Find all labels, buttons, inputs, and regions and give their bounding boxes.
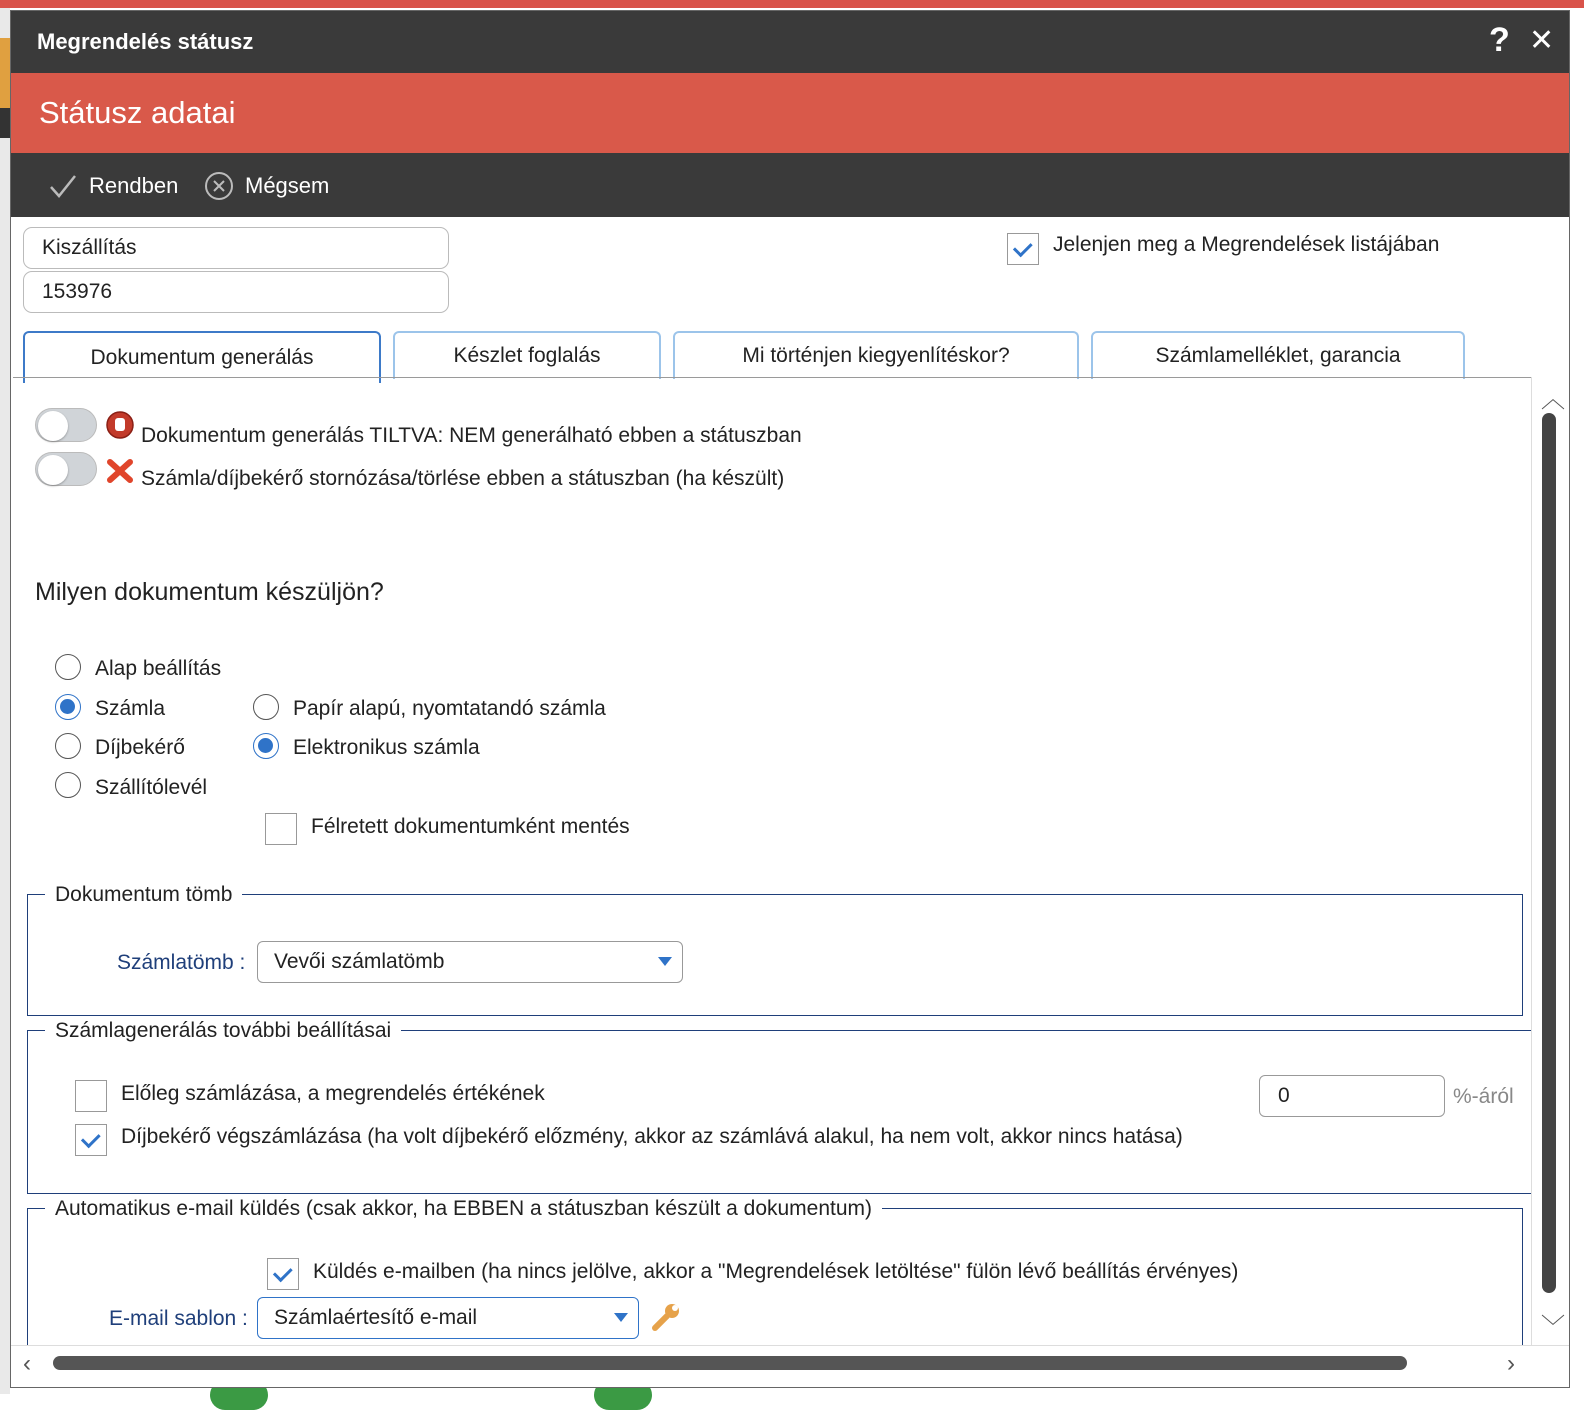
radio-e-invoice-label: Elektronikus számla	[293, 736, 480, 759]
tab-invoice-attachment[interactable]: Számlamelléklet, garancia	[1091, 331, 1465, 379]
show-in-list-label: Jelenjen meg a Megrendelések listájában	[1053, 233, 1440, 256]
send-email-checkbox[interactable]	[267, 1258, 299, 1290]
storno-label: Számla/díjbekérő stornózása/törlése ebben a státuszban (ha készült)	[141, 467, 785, 490]
stop-hand-icon	[105, 410, 135, 440]
cancel-button[interactable]	[203, 169, 329, 203]
radio-delivery-note[interactable]	[55, 772, 81, 798]
checkmark-icon	[47, 170, 79, 202]
cancel-button-label: Mégsem	[245, 173, 330, 198]
ok-button-label: Rendben	[89, 173, 179, 198]
advance-invoice-checkbox[interactable]	[75, 1080, 107, 1112]
send-email-label: Küldés e-mailben (ha nincs jelölve, akkor a "Megrendelések letöltése" fülön lévő beállítás érvényes)	[313, 1260, 1239, 1283]
scroll-right-icon[interactable]: ›	[1507, 1350, 1515, 1377]
radio-base-setting[interactable]	[55, 654, 81, 680]
proforma-final-invoice-label: Díjbekérő végszámlázása (ha volt díjbekérő előzmény, akkor az számlává alakul, ha nem volt, akkor nincs hatása)	[121, 1125, 1183, 1148]
draft-save-checkbox[interactable]	[265, 813, 297, 845]
tab-document-generation[interactable]: Dokumentum generálás	[23, 331, 381, 383]
radio-e-invoice[interactable]	[253, 733, 279, 759]
invoice-settings-legend: Számlagenerálás további beállításai	[45, 1019, 401, 1043]
draft-save-label: Félretett dokumentumként mentés	[311, 815, 630, 838]
tab-stock-reservation[interactable]: Készlet foglalás	[393, 331, 661, 379]
tab-content-panel	[13, 377, 1553, 1347]
radio-delivery-note-label: Szállítólevél	[95, 776, 208, 799]
auto-email-legend: Automatikus e-mail küldés (csak akkor, ha EBBEN a státuszban készült a dokumentum)	[45, 1197, 882, 1221]
vertical-scrollbar[interactable]	[1531, 377, 1569, 1347]
radio-proforma-label: Díjbekérő	[95, 736, 185, 759]
status-dialog	[10, 10, 1570, 1388]
background-app-bar	[0, 0, 1584, 8]
scroll-down-icon[interactable]: ﹀	[1541, 1314, 1565, 1341]
red-x-icon	[105, 456, 135, 486]
radio-base-setting-label: Alap beállítás	[95, 657, 222, 680]
invoice-block-label: Számlatömb :	[117, 951, 246, 974]
disable-generation-label: Dokumentum generálás TILTVA: NEM generálható ebben a státuszban	[141, 424, 802, 447]
email-template-label: E-mail sablon :	[109, 1307, 248, 1330]
dialog-title: Megrendelés státusz	[37, 29, 254, 54]
scroll-up-icon[interactable]: ︿	[1541, 386, 1565, 413]
advance-invoice-label: Előleg számlázása, a megrendelés értékének	[121, 1082, 545, 1105]
email-template-select[interactable]	[257, 1297, 639, 1339]
section-title: Státusz adatai	[39, 95, 236, 130]
email-template-value: Számlaértesítő e-mail	[274, 1306, 478, 1329]
ok-button[interactable]	[47, 169, 178, 203]
document-block-legend: Dokumentum tömb	[45, 883, 242, 907]
chevron-down-icon	[614, 1313, 628, 1322]
background-app-edge	[0, 8, 10, 1394]
action-toolbar	[11, 153, 1570, 217]
close-icon[interactable]: ✕	[1529, 24, 1555, 57]
advance-percent-unit: %-áról	[1453, 1085, 1514, 1108]
horizontal-scroll-thumb[interactable]	[53, 1356, 1407, 1370]
radio-proforma[interactable]	[55, 733, 81, 759]
disable-generation-toggle[interactable]	[35, 408, 97, 442]
storno-toggle[interactable]	[35, 452, 97, 486]
radio-invoice-label: Számla	[95, 697, 166, 720]
proforma-final-invoice-checkbox[interactable]	[75, 1124, 107, 1156]
dialog-titlebar	[11, 11, 1570, 73]
document-type-question: Milyen dokumentum készüljön?	[35, 578, 384, 606]
help-icon[interactable]: ?	[1489, 21, 1510, 59]
tab-on-payment[interactable]: Mi történjen kiegyenlítéskor?	[673, 331, 1079, 379]
radio-paper-invoice-label: Papír alapú, nyomtatandó számla	[293, 697, 606, 720]
invoice-block-select[interactable]	[257, 941, 683, 983]
wrench-icon[interactable]	[649, 1300, 683, 1334]
radio-paper-invoice[interactable]	[253, 694, 279, 720]
document-block-group	[27, 894, 1523, 1016]
status-name-field[interactable]: Kiszállítás	[23, 227, 449, 269]
section-header	[11, 73, 1570, 153]
radio-invoice[interactable]	[55, 694, 81, 720]
status-id-field[interactable]: 153976	[23, 271, 449, 313]
vertical-scroll-thumb[interactable]	[1542, 413, 1556, 1293]
scroll-left-icon[interactable]: ‹	[23, 1350, 31, 1377]
chevron-down-icon	[658, 957, 672, 966]
advance-percent-input[interactable]: 0	[1259, 1075, 1445, 1117]
show-in-list-checkbox[interactable]	[1007, 233, 1039, 265]
horizontal-scrollbar[interactable]	[11, 1345, 1570, 1385]
invoice-block-value: Vevői számlatömb	[274, 950, 445, 973]
circle-x-icon	[203, 170, 235, 202]
